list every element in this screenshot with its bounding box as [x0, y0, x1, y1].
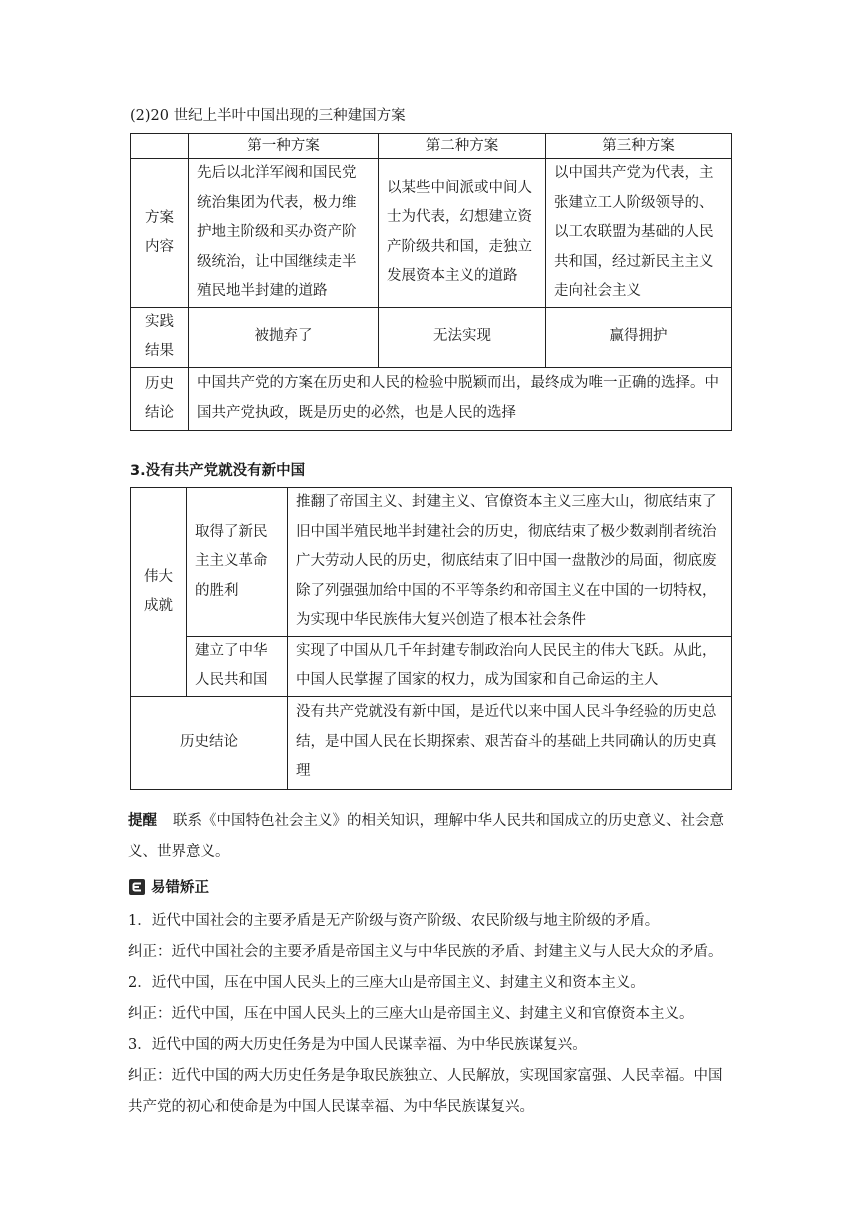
plans-row-label: 历史结论	[131, 367, 189, 430]
section2-title: (2)20 世纪上半叶中国出现的三种建国方案	[130, 108, 406, 124]
correction-line: 纠正：近代中国社会的主要矛盾是帝国主义与中华民族的矛盾、封建主义与人民大众的矛盾。	[128, 944, 723, 960]
plans-row-conclusion	[131, 367, 732, 430]
plans-cell: 以中国共产党为代表，主张建立工人阶级领导的、以工农联盟为基础的人民共和国，经过新民主主义走向社会主义	[546, 159, 732, 308]
achievement-row	[131, 636, 732, 696]
plans-conclusion-cell: 中国共产党的方案在历史和人民的检验中脱颖而出，最终成为唯一正确的选择。中国共产党执政，既是历史的必然，也是人民的选择	[189, 367, 732, 430]
tip-head: 提醒	[128, 813, 157, 829]
tip-text: 联系《中国特色社会主义》的相关知识，理解中华人民共和国成立的历史意义、社会意义、世界意义。	[128, 813, 724, 860]
plans-cell: 被抛弃了	[189, 307, 379, 367]
plans-row-label: 方案内容	[131, 159, 189, 308]
corrections-header-label: 易错矫正	[151, 880, 209, 896]
tip-paragraph	[128, 806, 734, 868]
plans-cell: 以某些中间派或中间人士为代表，幻想建立资产阶级共和国，走独立发展资本主义的道路	[379, 159, 546, 308]
group-label-cell: 伟大成就	[131, 488, 187, 697]
achievement-text: 推翻了帝国主义、封建主义、官僚资本主义三座大山，彻底结束了旧中国半殖民地半封建社会的历史，彻底结束了极少数剥削者统治广大劳动人民的历史，彻底结束了旧中国一盘散沙的局面，彻底废除了列强强加给中国的不平等条约和帝国主义在中国的一切特权，为实现中华民族伟大复兴创造了根本社会条件	[288, 488, 732, 637]
plans-cell: 赢得拥护	[546, 307, 732, 367]
plans-row-label: 实践结果	[131, 307, 189, 367]
conclusion-text: 没有共产党就没有新中国，是近代以来中国人民斗争经验的历史总结，是中国人民在长期探索、艰苦奋斗的基础上共同确认的历史真理	[288, 696, 732, 789]
section3-title: 3.没有共产党就没有新中国	[130, 463, 306, 479]
correction-line: 1．近代中国社会的主要矛盾是无产阶级与资产阶级、农民阶级与地主阶级的矛盾。	[128, 913, 660, 929]
plans-cell: 先后以北洋军阀和国民党统治集团为代表，极力维护地主阶级和买办资产阶级统治，让中国继续走半殖民地半封建的道路	[189, 159, 379, 308]
conclusion-row	[131, 696, 732, 789]
achievements-table	[130, 487, 732, 790]
correction-line: 2．近代中国，压在中国人民头上的三座大山是帝国主义、封建主义和资本主义。	[128, 975, 645, 991]
plans-header-row	[131, 134, 732, 159]
achievement-row	[131, 488, 732, 637]
plans-table	[130, 133, 732, 431]
achievement-label: 取得了新民主主义革命的胜利	[187, 488, 288, 637]
correction-line: 纠正：近代中国，压在中国人民头上的三座大山是帝国主义、封建主义和官僚资本主义。	[128, 1006, 694, 1022]
e-logo-icon	[129, 879, 145, 895]
plans-row-content	[131, 159, 732, 308]
corrections-header	[129, 876, 209, 897]
conclusion-label: 历史结论	[131, 696, 288, 789]
correction-line: 3．近代中国的两大历史任务是为中国人民谋幸福、为中华民族谋复兴。	[128, 1037, 587, 1053]
plans-header-cell: 第一种方案	[189, 134, 379, 159]
plans-header-cell: 第二种方案	[379, 134, 546, 159]
plans-header-cell	[131, 134, 189, 159]
correction-line: 纠正：近代中国的两大历史任务是争取民族独立、人民解放，实现国家富强、人民幸福。中国共产党的初心和使命是为中国人民谋幸福、为中华民族谋复兴。	[128, 1068, 723, 1115]
plans-row-result	[131, 307, 732, 367]
achievement-text: 实现了中国从几千年封建专制政治向人民民主的伟大飞跃。从此，中国人民掌握了国家的权力，成为国家和自己命运的主人	[288, 636, 732, 696]
achievement-label: 建立了中华人民共和国	[187, 636, 288, 696]
plans-cell: 无法实现	[379, 307, 546, 367]
corrections-list	[128, 906, 736, 1123]
plans-header-cell: 第三种方案	[546, 134, 732, 159]
